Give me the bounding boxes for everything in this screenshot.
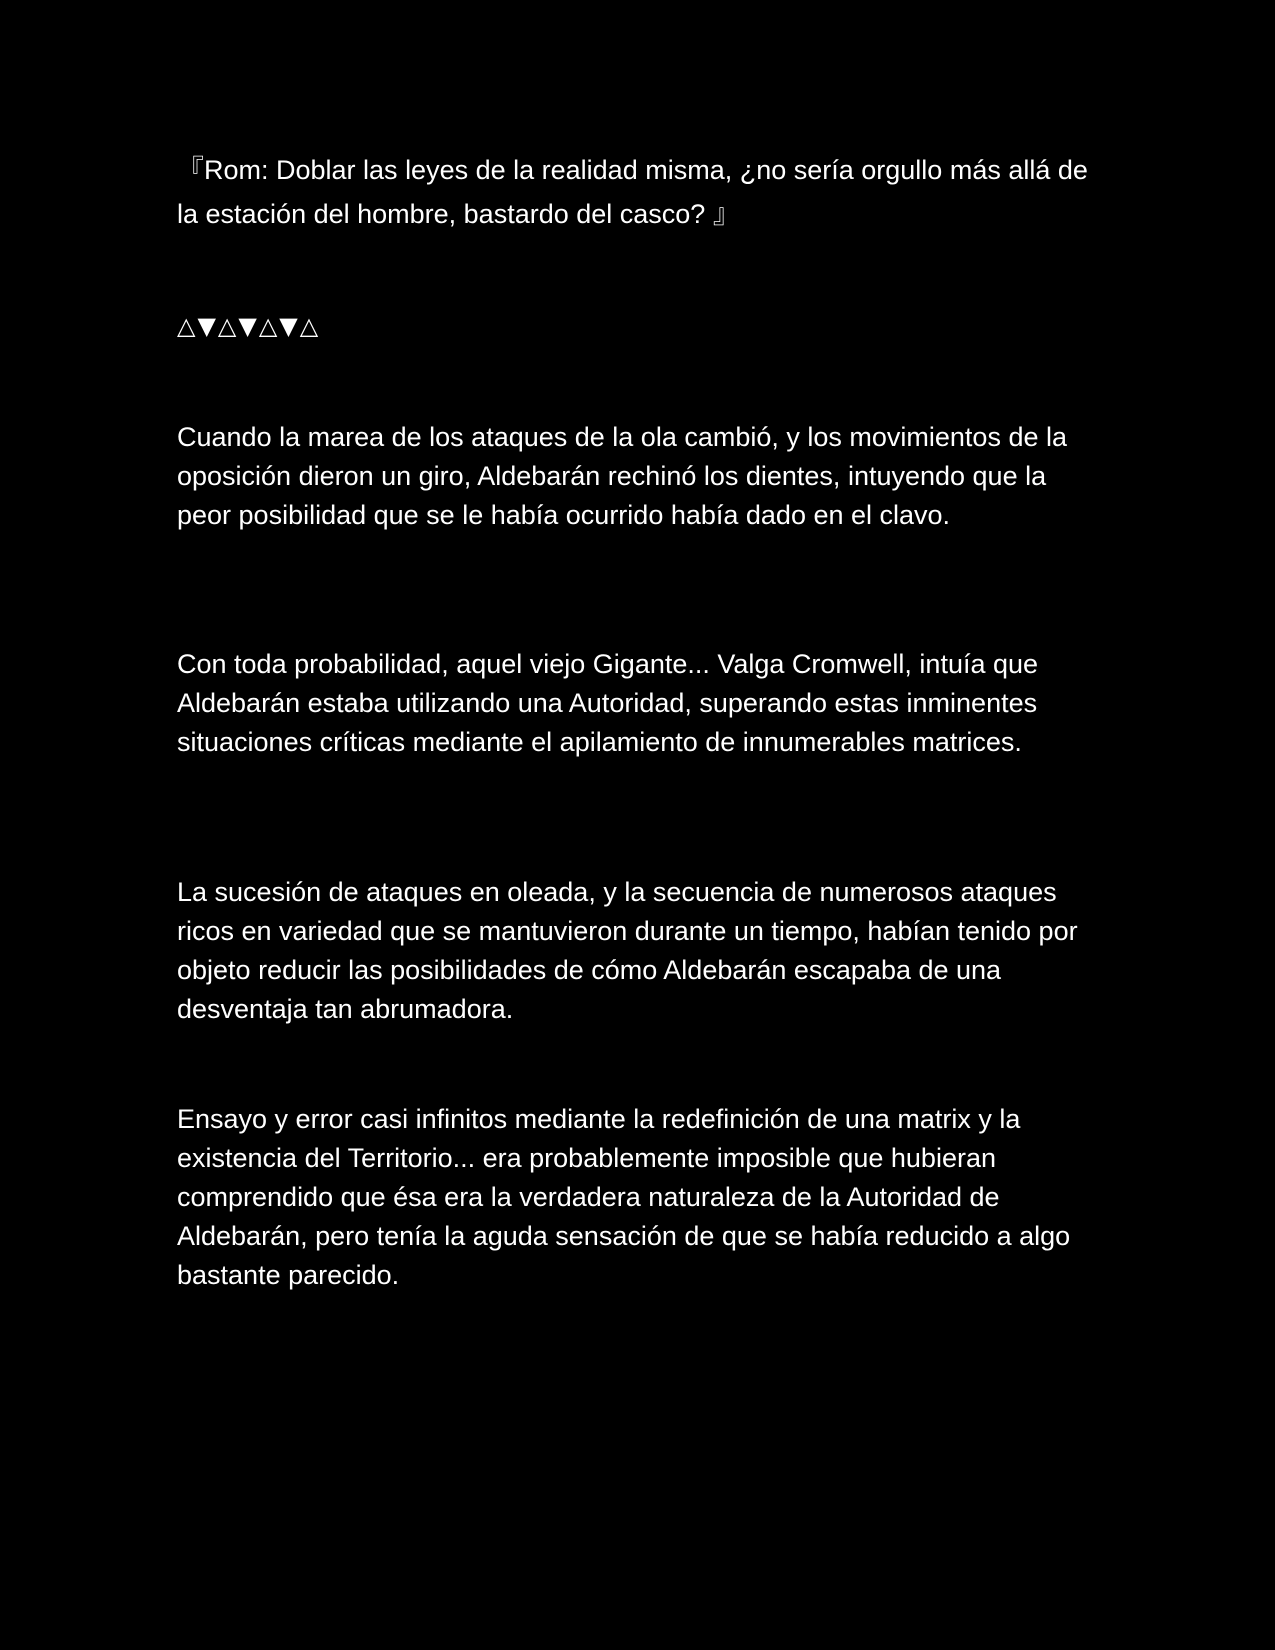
paragraph-3: La sucesión de ataques en oleada, y la secuencia de numerosos ataques ricos en variedad que se mantuvieron durante un tiempo, habían tenido por objeto reducir las posibilidades de cómo Aldebarán escapaba de una desventaja tan abrumadora. [177, 877, 1078, 1024]
scene-separator: △▼△▼△▼△ [177, 312, 321, 340]
paragraph-1: Cuando la marea de los ataques de la ola cambió, y los movimientos de la oposición dieron un giro, Aldebarán rechinó los dientes, intuyendo que la peor posibilidad que se le había ocurrido había dado en el clavo. [177, 422, 1067, 530]
dialogue-quote: 『Rom: Doblar las leyes de la realidad misma, ¿no sería orgullo más allá de la estación del hombre, bastardo del casco? 』 [177, 155, 1088, 229]
paragraph-2: Con toda probabilidad, aquel viejo Gigante... Valga Cromwell, intuía que Aldebarán estaba utilizando una Autoridad, superando estas inminentes situaciones críticas mediante el apilamiento de innumerables matrices. [177, 649, 1039, 757]
paragraph-4: Ensayo y error casi infinitos mediante la redefinición de una matrix y la existencia del Territorio... era probablemente imposible que hubieran comprendido que ésa era la verdadera naturaleza de la Autoridad de Aldebarán, pero tenía la aguda sensación de que se había reducido a algo bastante parecido. [177, 1104, 1071, 1290]
